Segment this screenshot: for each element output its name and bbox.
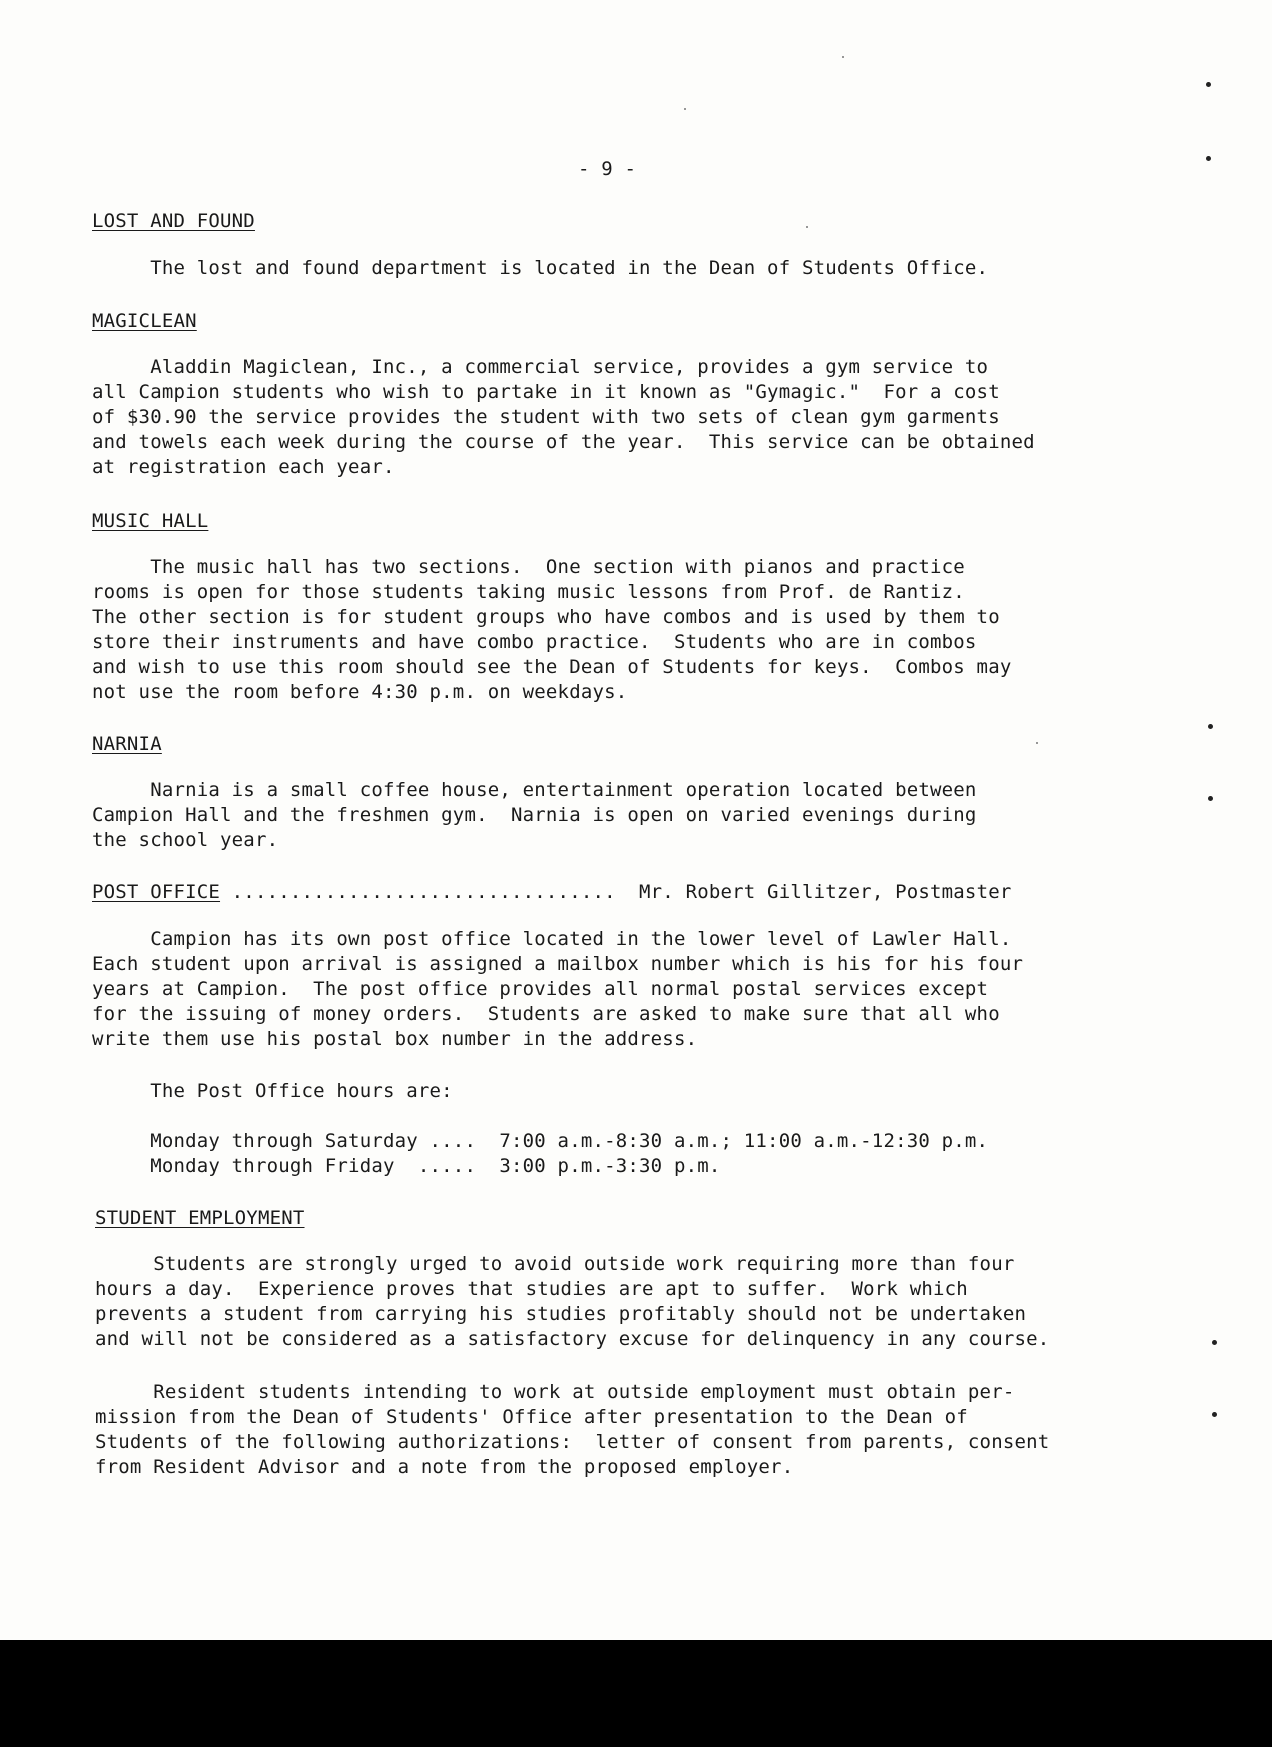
paragraph-line: The other section is for student groups who have combos and is used by them to — [92, 606, 1000, 628]
scan-speck — [1208, 724, 1213, 729]
paragraph-line: Resident students intending to work at outside employment must obtain per- — [95, 1381, 1015, 1403]
heading-narnia: NARNIA — [92, 733, 162, 755]
paragraph-line: the school year. — [92, 829, 279, 851]
paragraph-line: all Campion students who wish to partake in it known as "Gymagic." For a cost — [92, 381, 1000, 403]
paragraph-line: rooms is open for those students taking music lessons from Prof. de Rantiz. — [92, 581, 965, 603]
paragraph-line: from Resident Advisor and a note from the proposed employer. — [95, 1456, 794, 1478]
paragraph-line: not use the room before 4:30 p.m. on weekdays. — [92, 681, 628, 703]
scan-speck — [806, 226, 808, 228]
paragraph-line: and wish to use this room should see the Dean of Students for keys. Combos may — [92, 656, 1012, 678]
scan-speck — [1212, 1412, 1217, 1417]
scan-bottom-border — [0, 1640, 1272, 1747]
postmaster-leader: ................................. Mr. Robert Gillitzer, Postmaster — [220, 881, 1012, 903]
scan-speck — [842, 56, 844, 58]
page-number: - 9 - — [578, 158, 637, 180]
paragraph-line: Narnia is a small coffee house, entertainment operation located between — [92, 779, 977, 801]
paragraph-line: Aladdin Magiclean, Inc., a commercial service, provides a gym service to — [92, 356, 989, 378]
scan-speck — [1212, 1340, 1217, 1345]
heading-magiclean: MAGICLEAN — [92, 310, 197, 332]
paragraph-line: at registration each year. — [92, 456, 395, 478]
scan-speck — [1036, 742, 1038, 744]
paragraph-line: for the issuing of money orders. Students are asked to make sure that all who — [92, 1003, 1000, 1025]
paragraph-line: prevents a student from carrying his studies profitably should not be undertaken — [95, 1303, 1027, 1325]
paragraph-line: write them use his postal box number in the address. — [92, 1028, 698, 1050]
paragraph-line: and will not be considered as a satisfactory excuse for delinquency in any course. — [95, 1328, 1050, 1350]
paragraph-line: hours a day. Experience proves that studies are apt to suffer. Work which — [95, 1278, 968, 1300]
hours-line: Monday through Saturday .... 7:00 a.m.-8:30 a.m.; 11:00 a.m.-12:30 p.m. — [92, 1130, 989, 1152]
paragraph-line: of $30.90 the service provides the student with two sets of clean gym garments — [92, 406, 1000, 428]
paragraph-line: Students of the following authorizations: letter of consent from parents, consent — [95, 1431, 1050, 1453]
heading-student-employment: STUDENT EMPLOYMENT — [95, 1207, 305, 1229]
heading-music-hall: MUSIC HALL — [92, 510, 209, 532]
heading-lost-and-found: LOST AND FOUND — [92, 210, 255, 232]
paragraph-line: Campion has its own post office located in the lower level of Lawler Hall. — [92, 928, 1012, 950]
paragraph-line: The music hall has two sections. One section with pianos and practice — [92, 556, 965, 578]
paragraph-line: and towels each week during the course of the year. This service can be obtained — [92, 431, 1035, 453]
scan-speck — [1206, 156, 1211, 161]
paragraph-line: years at Campion. The post office provides all normal postal services except — [92, 978, 989, 1000]
paragraph-line: mission from the Dean of Students' Office after presentation to the Dean of — [95, 1406, 968, 1428]
post-office-hours-intro: The Post Office hours are: — [92, 1080, 453, 1102]
paragraph-line: Campion Hall and the freshmen gym. Narnia is open on varied evenings during — [92, 804, 977, 826]
scan-speck — [1206, 82, 1211, 87]
scan-speck — [1208, 796, 1213, 801]
paragraph-line: The lost and found department is located in the Dean of Students Office. — [92, 257, 989, 279]
hours-line: Monday through Friday ..... 3:00 p.m.-3:30 p.m. — [92, 1155, 721, 1177]
scan-speck — [684, 108, 686, 110]
heading-post-office: POST OFFICE — [92, 881, 221, 903]
post-office-heading-row — [92, 880, 1011, 905]
paragraph-line: Students are strongly urged to avoid outside work requiring more than four — [95, 1253, 1015, 1275]
paragraph-line: Each student upon arrival is assigned a mailbox number which is his for his four — [92, 953, 1024, 975]
paragraph-line: store their instruments and have combo practice. Students who are in combos — [92, 631, 977, 653]
